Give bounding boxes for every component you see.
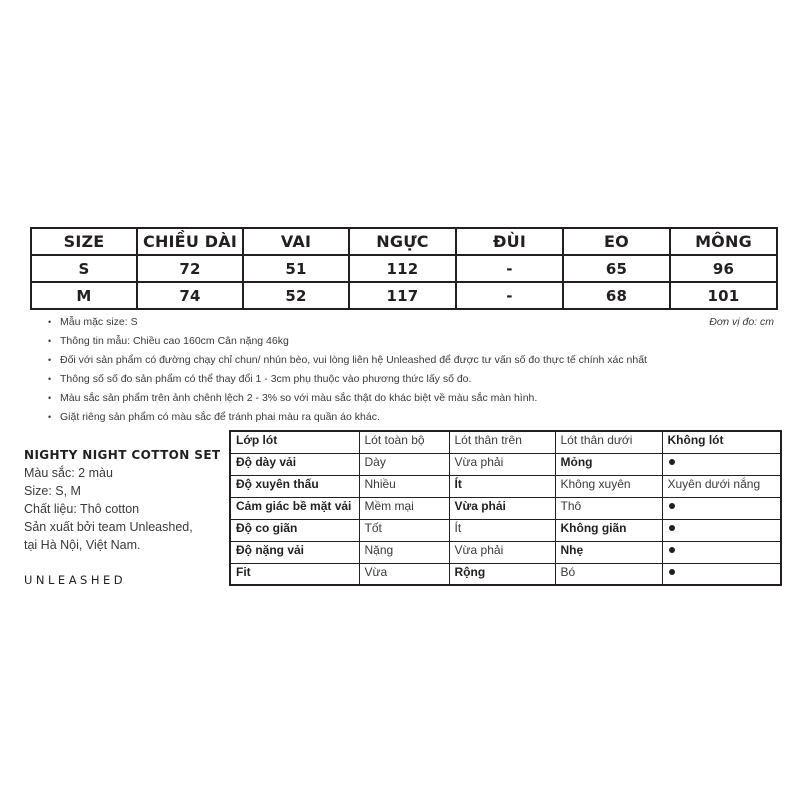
attribute-option-label: Không xuyên [560, 476, 631, 491]
attribute-row [230, 563, 781, 585]
size-header-cell: VAI [243, 228, 349, 255]
attribute-option-label: Mỏng [560, 454, 593, 469]
attribute-option [555, 431, 662, 453]
attribute-option-label: Xuyên dưới nắng [667, 476, 761, 491]
size-cell: 52 [243, 282, 349, 309]
attribute-label: Lớp lót [230, 431, 359, 453]
attribute-row [230, 541, 781, 563]
attribute-option [359, 563, 449, 585]
bullet-dot-icon [669, 459, 675, 465]
attribute-label: Độ nặng vải [230, 541, 359, 563]
attribute-option-label: Bó [560, 564, 576, 579]
notes-list [48, 313, 738, 427]
attribute-option [555, 541, 662, 563]
attribute-row [230, 497, 781, 519]
product-info-line: Màu sắc: 2 màu [24, 466, 113, 480]
attribute-option-label: Lót thân trên [454, 433, 522, 447]
attribute-option-label: Ít [454, 520, 462, 535]
attribute-option-label: Vừa [364, 564, 388, 579]
note-item: • Thông số số đo sản phẩm có thể thay đổi 1 - 3cm phụ thuộc vào phương thức lấy số đo. [48, 370, 738, 389]
size-cell: M [31, 282, 137, 309]
bullet-dot-icon [669, 503, 675, 509]
attribute-row [230, 475, 781, 497]
size-header-cell: MÔNG [670, 228, 777, 255]
size-header-cell: ĐÙI [456, 228, 563, 255]
size-header-cell: CHIỀU DÀI [137, 228, 243, 255]
attribute-option [359, 475, 449, 497]
size-cell: 117 [349, 282, 456, 309]
attribute-row [230, 431, 781, 453]
note-item: • Màu sắc sản phẩm trên ảnh chênh lệch 2 - 3% so với màu sắc thật do khác biệt về màu sắc màn hình. [48, 389, 738, 408]
size-cell: - [456, 255, 563, 282]
attribute-option [449, 497, 555, 519]
size-header-cell: NGỰC [349, 228, 456, 255]
attribute-option [359, 541, 449, 563]
fabric-attributes-table [229, 430, 782, 586]
attribute-option-label: Lót toàn bộ [364, 433, 425, 447]
attribute-option [555, 563, 662, 585]
attribute-option-label: Rộng [454, 564, 486, 579]
attribute-option-label: Không lót [667, 433, 724, 447]
attribute-label: Độ co giãn [230, 519, 359, 541]
size-cell: 72 [137, 255, 243, 282]
size-table-row-m [31, 282, 777, 309]
size-table-header-row [31, 228, 777, 255]
attribute-option [359, 453, 449, 475]
bullet-dot-icon [669, 547, 675, 553]
size-header-cell: SIZE [31, 228, 137, 255]
attribute-option-label: Mềm mại [364, 498, 414, 513]
product-info [24, 446, 224, 554]
attribute-option [662, 475, 781, 497]
product-info-line: Sản xuất bởi team Unleashed, [24, 520, 193, 534]
size-cell: 101 [670, 282, 777, 309]
size-header-cell: EO [563, 228, 670, 255]
attribute-option [449, 475, 555, 497]
attribute-option-label: Nặng [364, 542, 394, 557]
note-item: • Thông tin mẫu: Chiều cao 160cm Cân nặng 46kg [48, 332, 738, 351]
size-cell: 68 [563, 282, 670, 309]
attribute-option [449, 431, 555, 453]
attribute-option-label: Tốt [364, 520, 382, 535]
brand-logo: UNLEASHED [24, 573, 127, 587]
attribute-option-label: Vừa phải [454, 454, 504, 469]
attribute-option [555, 453, 662, 475]
attribute-option-label: Dày [364, 454, 386, 469]
size-cell: 51 [243, 255, 349, 282]
size-chart-table [30, 227, 778, 310]
attribute-option [662, 497, 781, 519]
attribute-option-label: Thô [560, 498, 582, 513]
size-cell: 112 [349, 255, 456, 282]
note-item: • Đối với sản phẩm có đường chạy chỉ chun/ nhún bèo, vui lòng liên hệ Unleashed để được tư vấn số đo thực tế chính xác nhất [48, 351, 738, 370]
attribute-option [555, 519, 662, 541]
attribute-option-label: Ít [454, 476, 462, 491]
attribute-row [230, 519, 781, 541]
attribute-option [662, 431, 781, 453]
attribute-option [359, 519, 449, 541]
attribute-option-label: Không giãn [560, 520, 627, 535]
product-info-line: Size: S, M [24, 484, 81, 498]
product-info-line: Chất liệu: Thô cotton [24, 502, 140, 516]
attribute-option [555, 475, 662, 497]
attribute-label: Độ xuyên thấu [230, 475, 359, 497]
size-cell: S [31, 255, 137, 282]
size-cell: 65 [563, 255, 670, 282]
product-info-line: tại Hà Nội, Việt Nam. [24, 538, 141, 552]
attribute-option [449, 453, 555, 475]
product-title: NIGHTY NIGHT COTTON SET [24, 448, 221, 462]
attribute-option [662, 541, 781, 563]
attribute-option [662, 563, 781, 585]
attribute-label: Cảm giác bề mặt vải [230, 497, 359, 519]
attribute-label: Độ dày vải [230, 453, 359, 475]
note-item: • Giặt riêng sản phẩm có màu sắc để tránh phai màu ra quần áo khác. [48, 408, 738, 427]
attribute-option-label: Lót thân dưới [560, 433, 633, 447]
attribute-option [662, 453, 781, 475]
size-cell: 96 [670, 255, 777, 282]
attribute-option [449, 541, 555, 563]
attribute-option [662, 519, 781, 541]
attribute-option-label: Vừa phải [454, 542, 504, 557]
attribute-option-label: Vừa phải [454, 498, 506, 513]
attribute-option [359, 497, 449, 519]
note-item: • Mẫu mặc size: S [48, 313, 738, 332]
size-cell: 74 [137, 282, 243, 309]
bullet-dot-icon [669, 525, 675, 531]
size-cell: - [456, 282, 563, 309]
attribute-option-label: Nhiều [364, 476, 396, 491]
attribute-row [230, 453, 781, 475]
unit-note: Đơn vị đo: cm [709, 316, 774, 328]
attribute-option [359, 431, 449, 453]
bullet-dot-icon [669, 569, 675, 575]
attribute-label: Fit [230, 563, 359, 585]
attribute-option [555, 497, 662, 519]
attribute-option-label: Nhẹ [560, 542, 584, 557]
size-table-row-s [31, 255, 777, 282]
attribute-option [449, 519, 555, 541]
attribute-option [449, 563, 555, 585]
